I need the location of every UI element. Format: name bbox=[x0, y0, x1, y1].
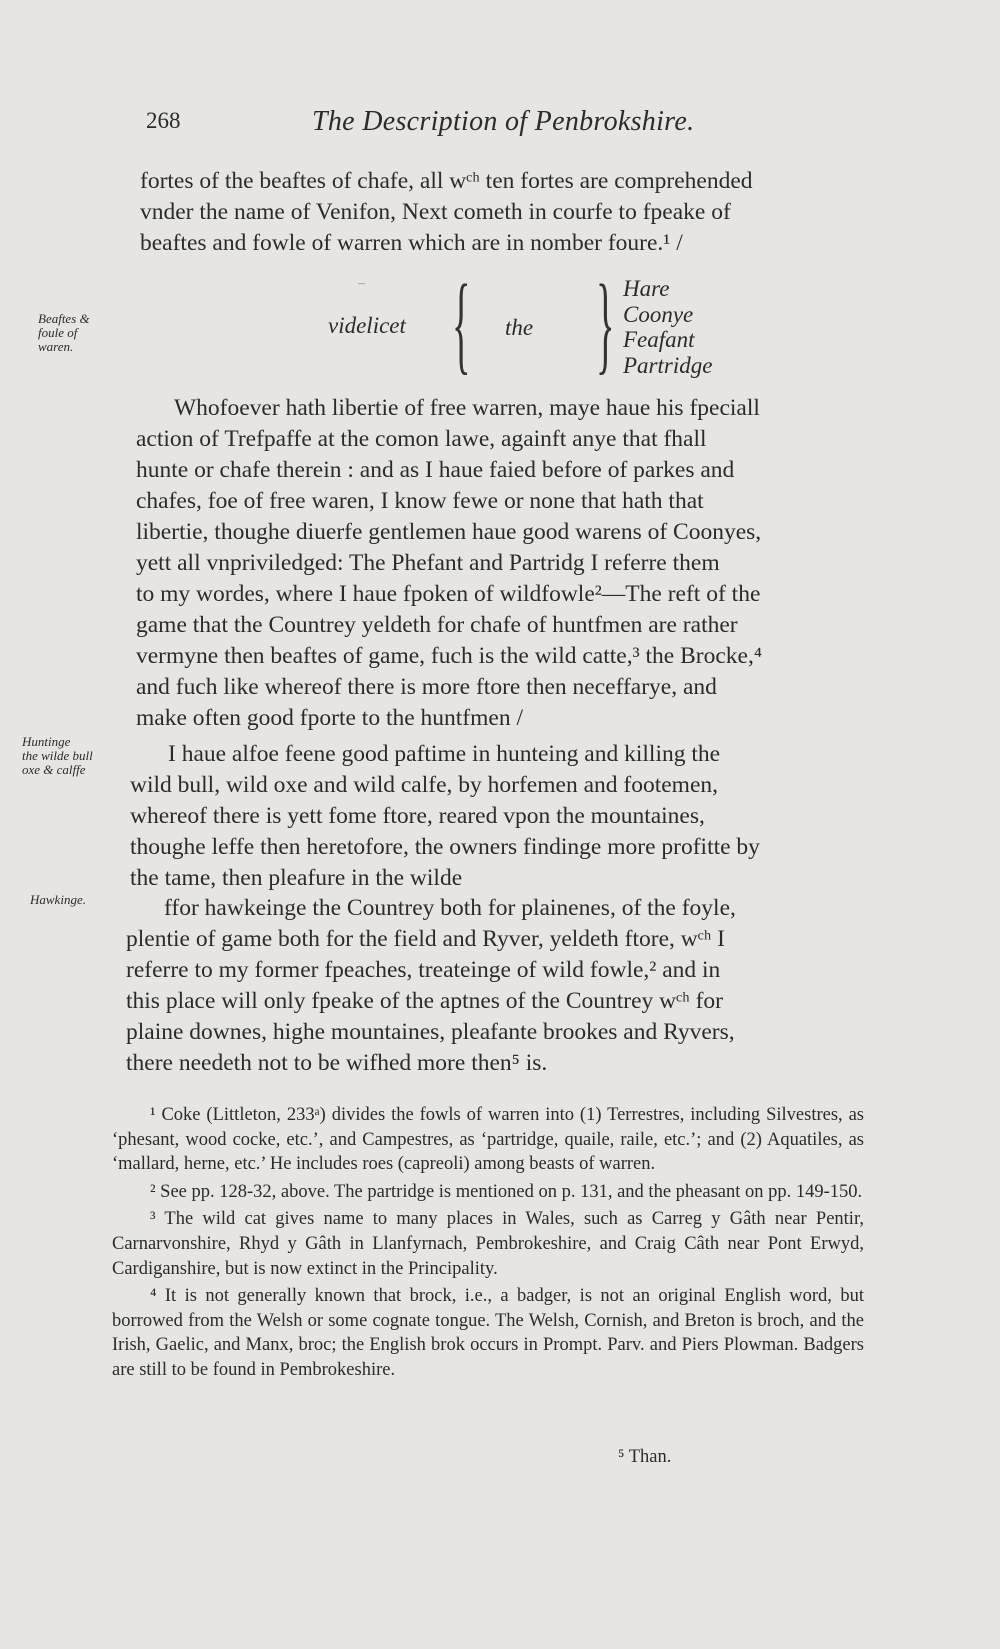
footnote-2: ² See pp. 128-32, above. The partridge is mentioned on p. 131, and the pheasant on pp. 149-150. bbox=[150, 1181, 863, 1202]
text-line: wild bull, wild oxe and wild calfe, by horfemen and footemen, bbox=[130, 772, 718, 798]
list-item: Hare bbox=[623, 276, 670, 301]
text-line: make often good fporte to the huntfmen / bbox=[136, 705, 523, 731]
footnote-4: ⁴ It is not generally known that brock, i.e., a badger, is not an original English word, but borrowed from the Welsh or some cognate tongue. The Welsh, Cornish, and Breton is broch, and the Irish, Gaelic, and Manx, broc; the English brok occurs in Prompt. Parv. and Piers Plowman. Badgers are still to be found in Pembrokeshire. bbox=[112, 1286, 864, 1380]
running-title: The Description of Penbrokshire. bbox=[312, 106, 695, 137]
text-line: fortes of the beaftes of chafe, all wᶜʰ ten fortes are comprehended bbox=[140, 168, 753, 194]
text-line: vnder the name of Venifon, Next cometh in courfe to fpeake of bbox=[140, 199, 731, 225]
text-line: chafes, foe of free waren, I know fewe or none that hath that bbox=[136, 488, 704, 514]
footnote-1: ¹ Coke (Littleton, 233ᵃ) divides the fowls of warren into (1) Terrestres, including Silvestres, as ‘phesant, wood cocke, etc.’, and Campestres, as ‘partridge, quaile, raile, etc.’; and (2) Aquatiles, as ‘mallard, herne, etc.’ He includes roes (capreoli) among beasts of warren. bbox=[112, 1105, 864, 1175]
text-line: plentie of game both for the field and Ryver, yeldeth ftore, wᶜʰ I bbox=[126, 926, 725, 952]
dash-mark: – bbox=[358, 276, 365, 291]
text-line: action of Trefpaffe at the comon lawe, againft anye that fhall bbox=[136, 426, 707, 452]
videlicet-label: videlicet bbox=[328, 313, 406, 338]
text-line: and fuch like whereof there is more ftore then neceffarye, and bbox=[136, 674, 717, 700]
text-line: there needeth not to be wifhed more then⁵ is. bbox=[126, 1050, 548, 1076]
text-line: this place will only fpeake of the aptnes of the Countrey wᶜʰ for bbox=[126, 988, 723, 1014]
paragraph-warren bbox=[136, 393, 877, 734]
text-line: plaine downes, highe mountaines, pleafante brookes and Ryvers, bbox=[126, 1019, 735, 1045]
text-line: hunte or chafe therein : and as I haue faied before of parkes and bbox=[136, 457, 735, 483]
text-line: referre to my former fpeaches, treateinge of wild fowle,² and in bbox=[126, 957, 721, 983]
margin-note-beasts: Beaftes & foule of waren. bbox=[38, 311, 90, 354]
opening-paragraph bbox=[140, 166, 884, 259]
paragraph-hunting bbox=[130, 739, 872, 894]
text-line: beaftes and fowle of warren which are in nomber foure.¹ / bbox=[140, 230, 683, 256]
paragraph-hawking bbox=[126, 893, 872, 1079]
text-line: the tame, then pleafure in the wilde bbox=[130, 865, 463, 891]
margin-note-hawking: Hawkinge. bbox=[30, 892, 86, 907]
text-line: ffor hawkeinge the Countrey both for plainenes, of the foyle, bbox=[164, 895, 736, 921]
list-item: Partridge bbox=[623, 352, 713, 378]
left-brace: { bbox=[452, 262, 471, 384]
list-item: Feafant bbox=[623, 327, 695, 352]
right-brace: } bbox=[596, 262, 615, 384]
footnote-3: ³ The wild cat gives name to many places in Wales, such as Carreg y Gâth near Pentir, Carnarvonshire, Rhyd y Gâth in Llanfyrnach, Pembrokeshire, and Craig Câth near Pont Erwyd, Cardiganshire, but is now extinct in the Principality. bbox=[112, 1209, 864, 1279]
text-line: game that the Countrey yeldeth for chafe of huntfmen are rather bbox=[136, 612, 738, 638]
text-line: vermyne then beaftes of game, fuch is the wild catte,³ the Brocke,⁴ bbox=[136, 643, 763, 669]
text-line: to my wordes, where I haue fpoken of wildfowle²—The reft of the bbox=[136, 581, 761, 607]
text-line: yett all vnpriviledged: The Phefant and Partridg I referre them bbox=[136, 550, 720, 576]
text-line: I haue alfoe feene good paftime in hunteing and killing the bbox=[168, 741, 721, 767]
list-item: Coonye bbox=[623, 301, 694, 327]
text-line: thoughe leffe then heretofore, the owners findinge more profitte by bbox=[130, 834, 760, 860]
warren-list bbox=[623, 276, 712, 378]
text-line: Whofoever hath libertie of free warren, maye haue his fpeciall bbox=[174, 395, 760, 421]
footnotes bbox=[112, 1103, 864, 1386]
text-line: whereof there is yett fome ftore, reared vpon the mountaines, bbox=[130, 803, 705, 829]
footnote-5: ⁵ Than. bbox=[618, 1447, 672, 1467]
text-line: libertie, thoughe diuerfe gentlemen haue good warens of Coonyes, bbox=[136, 519, 762, 545]
the-label: the bbox=[505, 315, 534, 340]
margin-note-hunting: Huntinge the wilde bull oxe & calffe bbox=[22, 734, 93, 777]
page-number: 268 bbox=[146, 108, 181, 133]
